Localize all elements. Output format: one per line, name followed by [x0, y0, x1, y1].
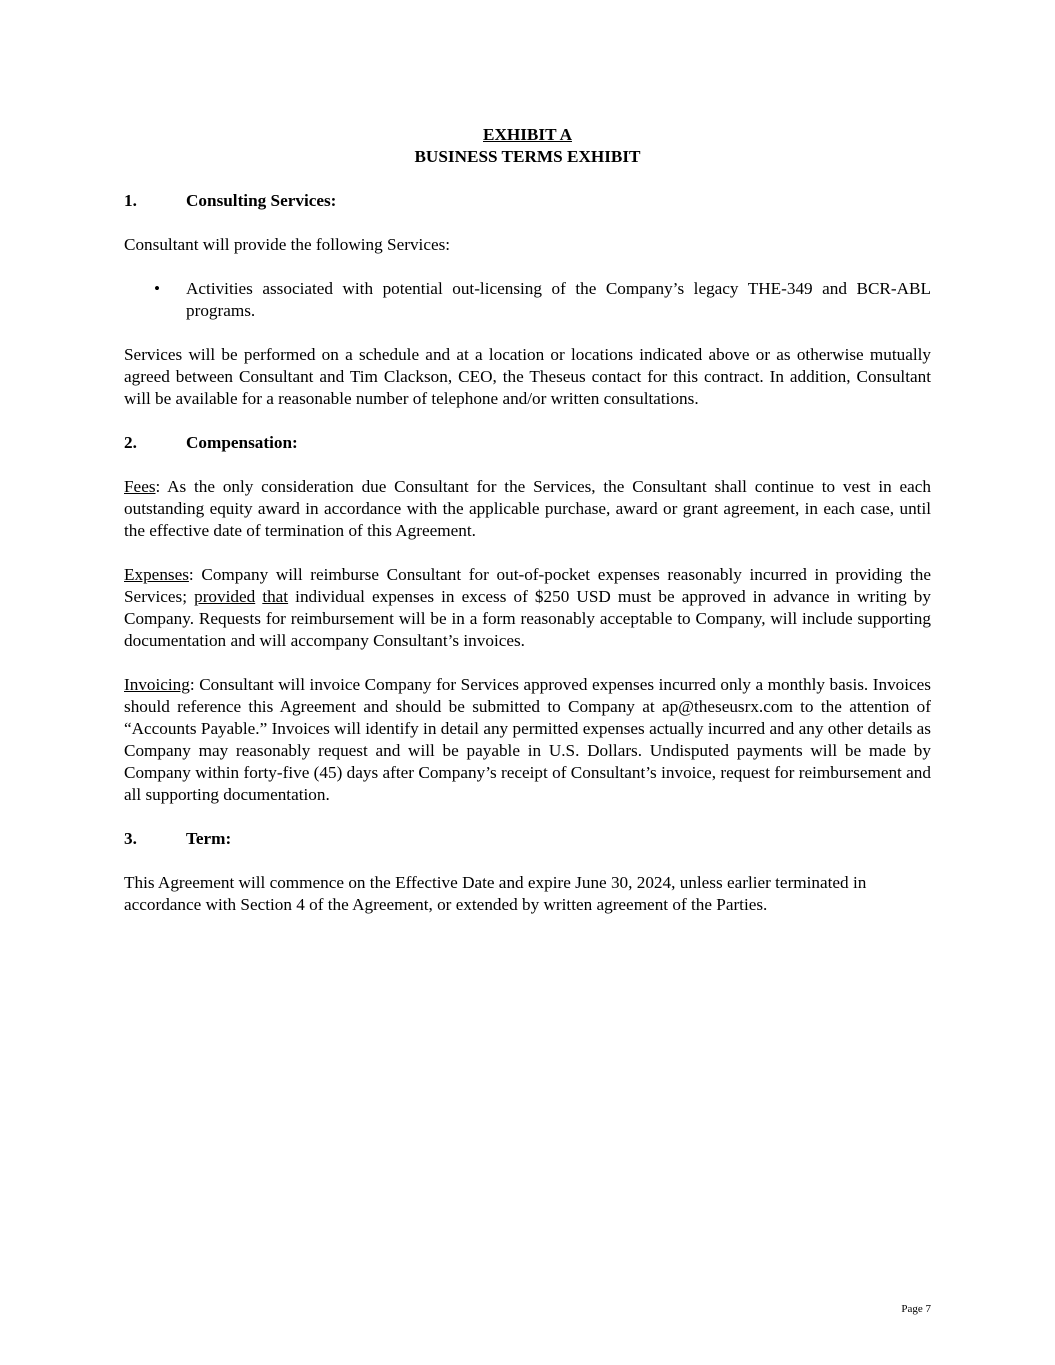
invoicing-text: : Consultant will invoice Company for Services approved expenses incurred only a monthly basis. Invoices should reference this Agreement and should be submitted to Company at ap@theseusrx.com to the attention of “Accounts Payable.” Invoices will identify in detail any permitted expenses actually incurred and any other details as Company may reasonably request and will be payable in U.S. Dollars. Undisputed payments will be made by Company within forty-five (45) days after Company’s receipt of Consultant’s invoice, request for reimbursement and all supporting documentation.	[124, 675, 931, 804]
section-1-heading	[124, 190, 931, 212]
fees-text: : As the only consideration due Consultant for the Services, the Consultant shall continue to vest in each outstanding equity award in accordance with the applicable purchase, award or grant agreement, in each case, until the effective date of termination of this Agreement.	[124, 477, 931, 540]
section-1-intro: Consultant will provide the following Services:	[124, 235, 451, 254]
services-bullet-item	[124, 278, 931, 322]
section-2-title: Compensation:	[186, 433, 298, 452]
section-2-heading	[124, 432, 931, 454]
services-bullet-text: Activities associated with potential out-licensing of the Company’s legacy THE-349 and BCR-ABL programs.	[186, 279, 931, 320]
invoicing-label: Invoicing	[124, 675, 190, 694]
section-3-number: 3.	[124, 829, 137, 848]
exhibit-title: EXHIBIT A	[483, 125, 572, 144]
provided-word: provided	[194, 587, 256, 606]
section-1-paragraph: Services will be performed on a schedule and at a location or locations indicated above or as otherwise mutually agreed between Consultant and Tim Clackson, CEO, the Theseus contact for this contract. In addition, Consultant will be available for a reasonable number of telephone and/or written consultations.	[124, 345, 931, 408]
section-3-heading	[124, 828, 931, 850]
section-1-title: Consulting Services:	[186, 191, 337, 210]
exhibit-subtitle: BUSINESS TERMS EXHIBIT	[414, 147, 641, 166]
invoicing-paragraph	[124, 674, 931, 806]
expenses-label: Expenses	[124, 565, 189, 584]
section-3-title: Term:	[186, 829, 232, 848]
expenses-text-1: : Company will reimburse Consultant for out-of-pocket expenses reasonably incurred in providing the Services;	[124, 565, 931, 606]
bullet-icon: •	[154, 279, 161, 298]
section-1-number: 1.	[124, 191, 137, 210]
section-2-number: 2.	[124, 433, 137, 452]
page-number: Page 7	[901, 1303, 931, 1315]
fees-paragraph	[124, 476, 931, 542]
that-word: that	[262, 587, 289, 606]
expenses-paragraph	[124, 564, 931, 652]
fees-label: Fees	[124, 477, 156, 496]
section-3-paragraph: This Agreement will commence on the Effective Date and expire June 30, 2024, unless earlier terminated in accordance with Section 4 of the Agreement, or extended by written agreement of the Parties.	[124, 873, 867, 914]
expenses-text-2: individual expenses in excess of $250 USD must be approved in advance in writing by Company. Requests for reimbursement will be in a form reasonably acceptable to Company, will include supporting documentation and will accompany Consultant’s invoices.	[124, 587, 931, 650]
document-page	[124, 124, 931, 916]
